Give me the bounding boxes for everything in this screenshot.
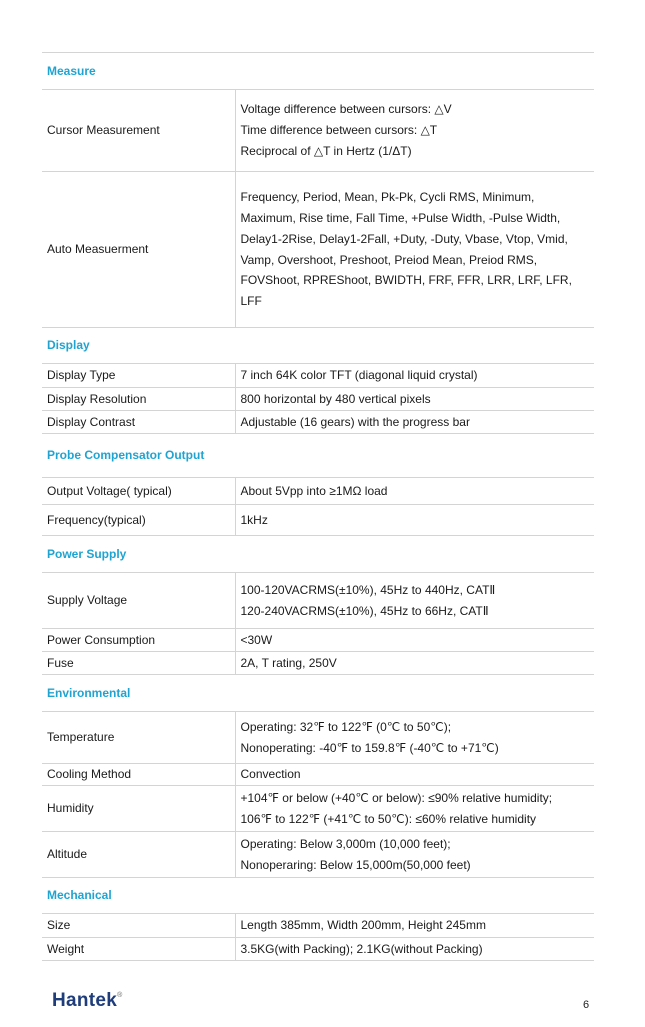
spec-value-line: Operating: 32℉ to 122℉ (0℃ to 50℃); bbox=[240, 719, 452, 734]
spec-value bbox=[235, 573, 594, 629]
spec-value-line: Nonoperating: -40℉ to 159.8℉ (-40℃ to +71℃) bbox=[240, 740, 499, 755]
section-title: Measure bbox=[42, 53, 594, 90]
spec-row-frequency bbox=[42, 505, 594, 536]
spec-label: Display Contrast bbox=[42, 411, 235, 434]
spec-value-line: Maximum, Rise time, Fall Time, +Pulse Width, -Pulse Width, bbox=[240, 210, 561, 225]
spec-value: 7 inch 64K color TFT (diagonal liquid crystal) bbox=[235, 364, 594, 388]
spec-row-temperature bbox=[42, 712, 594, 764]
spec-row-cursor-measurement bbox=[42, 90, 594, 172]
spec-value-line: 100-120VACRMS(±10%), 45Hz to 440Hz, CATⅡ bbox=[240, 582, 496, 597]
spec-value bbox=[235, 712, 594, 764]
spec-label: Cursor Measurement bbox=[42, 90, 235, 172]
spec-value-line: FOVShoot, RPREShoot, BWIDTH, FRF, FFR, LRR, LRF, LFR, bbox=[240, 273, 572, 288]
spec-value bbox=[235, 172, 594, 328]
section-header-probe bbox=[42, 434, 594, 478]
spec-value-line: 120-240VACRMS(±10%), 45Hz to 66Hz, CATⅡ bbox=[240, 603, 489, 618]
spec-value: 1kHz bbox=[235, 505, 594, 536]
spec-value-line: Vamp, Overshoot, Preshoot, Preiod Mean, Preiod RMS, bbox=[240, 252, 538, 267]
spec-row-auto-measurement bbox=[42, 172, 594, 328]
spec-value: Convection bbox=[235, 764, 594, 786]
section-header-display bbox=[42, 328, 594, 364]
section-title: Environmental bbox=[42, 675, 594, 712]
brand-logo bbox=[52, 990, 123, 1012]
section-title: Probe Compensator Output bbox=[42, 434, 594, 478]
spec-row-output-voltage bbox=[42, 478, 594, 505]
spec-value-line: Delay1-2Rise, Delay1-2Fall, +Duty, -Duty, Vbase, Vtop, Vmid, bbox=[240, 231, 568, 246]
spec-value-line: Time difference between cursors: △T bbox=[240, 123, 438, 138]
logo-text: Hantek bbox=[52, 990, 118, 1011]
section-title: Power Supply bbox=[42, 536, 594, 573]
spec-value: Length 385mm, Width 200mm, Height 245mm bbox=[235, 914, 594, 938]
spec-row-display-type bbox=[42, 364, 594, 388]
section-title: Display bbox=[42, 328, 594, 364]
spec-value: About 5Vpp into ≥1MΩ load bbox=[235, 478, 594, 505]
spec-row-cooling-method bbox=[42, 764, 594, 786]
spec-value-line: LFF bbox=[240, 294, 262, 309]
spec-label: Temperature bbox=[42, 712, 235, 764]
spec-label: Fuse bbox=[42, 652, 235, 675]
spec-label: Altitude bbox=[42, 832, 235, 878]
section-header-power bbox=[42, 536, 594, 573]
spec-value-line: Reciprocal of △T in Hertz (1/ΔT) bbox=[240, 143, 412, 158]
spec-label: Power Consumption bbox=[42, 629, 235, 652]
spec-label: Humidity bbox=[42, 786, 235, 832]
spec-row-altitude bbox=[42, 832, 594, 878]
spec-value-line: Voltage difference between cursors: △V bbox=[240, 102, 452, 117]
spec-table bbox=[42, 52, 594, 961]
spec-value: 3.5KG(with Packing); 2.1KG(without Packing) bbox=[235, 938, 594, 961]
section-header-environmental bbox=[42, 675, 594, 712]
spec-row-display-resolution bbox=[42, 388, 594, 411]
spec-label: Display Resolution bbox=[42, 388, 235, 411]
page-number: 6 bbox=[583, 999, 590, 1011]
spec-row-power-consumption bbox=[42, 629, 594, 652]
spec-value-line: Operating: Below 3,000m (10,000 feet); bbox=[240, 836, 451, 851]
section-title: Mechanical bbox=[42, 878, 594, 914]
spec-value-line: +104℉ or below (+40℃ or below): ≤90% relative humidity; bbox=[240, 790, 553, 805]
spec-label: Size bbox=[42, 914, 235, 938]
spec-row-weight bbox=[42, 938, 594, 961]
spec-row-fuse bbox=[42, 652, 594, 675]
spec-value: 800 horizontal by 480 vertical pixels bbox=[235, 388, 594, 411]
spec-value-line: Nonoperaring: Below 15,000m(50,000 feet) bbox=[240, 857, 471, 872]
registered-mark: ® bbox=[117, 992, 123, 999]
spec-value: <30W bbox=[235, 629, 594, 652]
spec-label: Supply Voltage bbox=[42, 573, 235, 629]
spec-value bbox=[235, 786, 594, 832]
spec-value bbox=[235, 90, 594, 172]
section-header-mechanical bbox=[42, 878, 594, 914]
spec-value: 2A, T rating, 250V bbox=[235, 652, 594, 675]
spec-value: Adjustable (16 gears) with the progress bar bbox=[235, 411, 594, 434]
spec-value bbox=[235, 832, 594, 878]
spec-label: Auto Measuerment bbox=[42, 172, 235, 328]
spec-row-supply-voltage bbox=[42, 573, 594, 629]
spec-row-display-contrast bbox=[42, 411, 594, 434]
spec-value-line: 106℉ to 122℉ (+41℃ to 50℃): ≤60% relative humidity bbox=[240, 811, 537, 826]
spec-label: Weight bbox=[42, 938, 235, 961]
spec-label: Frequency(typical) bbox=[42, 505, 235, 536]
spec-label: Display Type bbox=[42, 364, 235, 388]
section-header-measure bbox=[42, 53, 594, 90]
spec-row-size bbox=[42, 914, 594, 938]
spec-label: Output Voltage( typical) bbox=[42, 478, 235, 505]
spec-label: Cooling Method bbox=[42, 764, 235, 786]
spec-row-humidity bbox=[42, 786, 594, 832]
spec-value-line: Frequency, Period, Mean, Pk-Pk, Cycli RMS, Minimum, bbox=[240, 190, 535, 205]
